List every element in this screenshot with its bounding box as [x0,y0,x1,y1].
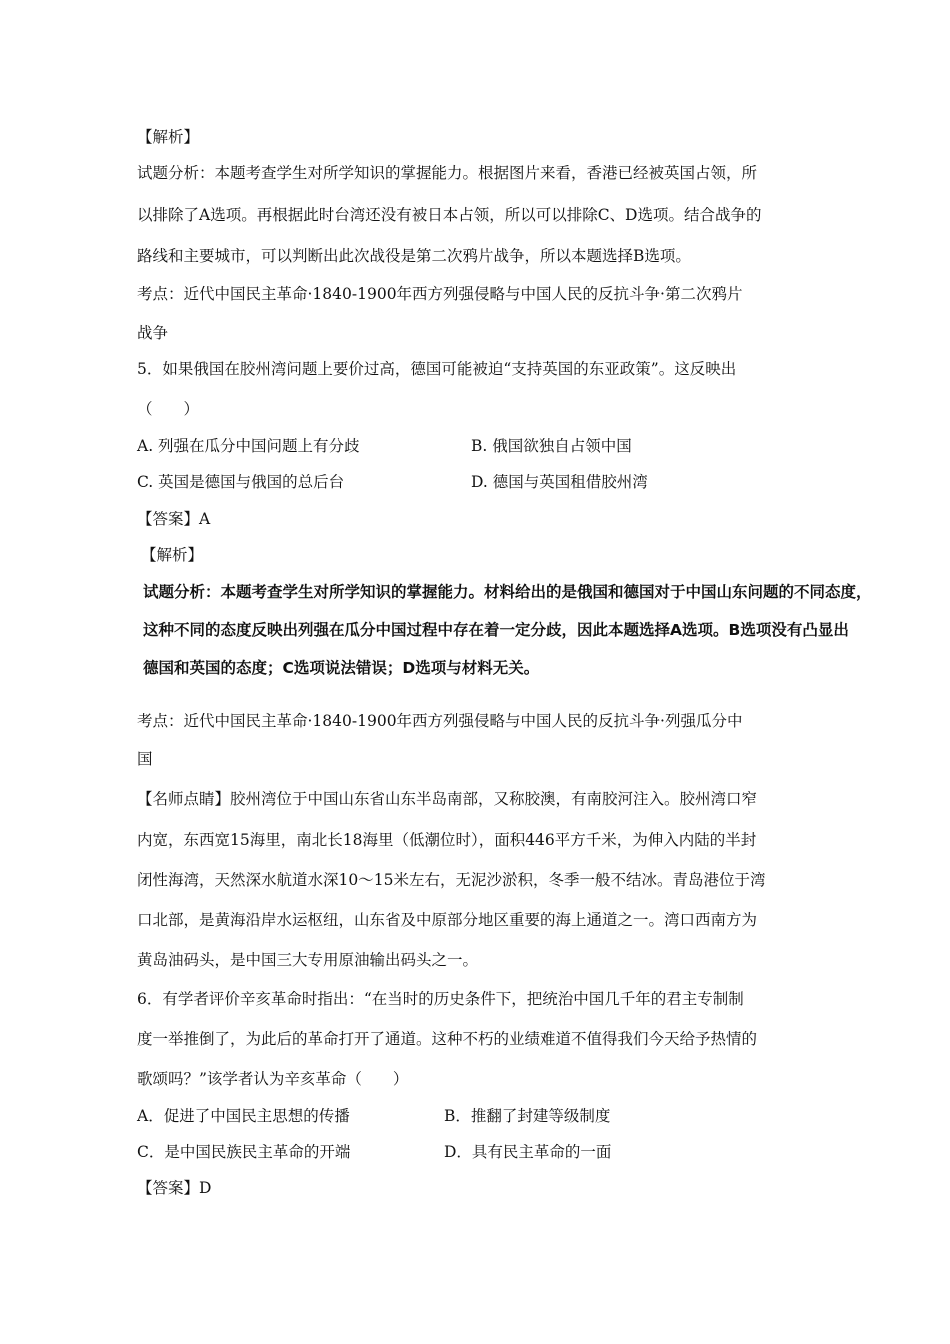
mingshi-line: 口北部，是黄海沿岸水运枢纽，山东省及中原部分地区重要的海上通道之一。湾口西南方为 [137,911,758,929]
option-d: D. 德国与英国租借胶州湾 [471,473,648,491]
option-d: D．具有民主革命的一面 [444,1143,612,1161]
analysis-heading: 【解析】 [141,546,204,564]
analysis-heading: 【解析】 [137,128,200,146]
question-stem: 歌颂吗？”该学者认为辛亥革命（ ） [137,1070,409,1088]
option-c: C. 英国是德国与俄国的总后台 [137,473,345,491]
answer: 【答案】D [137,1179,212,1197]
kaodian-line: 考点：近代中国民主革命·1840-1900年西方列强侵略与中国人民的反抗斗争·第二次鸦片 [137,285,743,303]
kaodian-line: 战争 [137,324,169,342]
analysis-line: 德国和英国的态度；C选项说法错误；D选项与材料无关。 [143,659,540,677]
option-b: B．推翻了封建等级制度 [444,1107,611,1125]
question-stem: 6．有学者评价辛亥革命时指出：“在当时的历史条件下，把统治中国几千年的君主专制制 [137,990,744,1008]
mingshi-line: 内宽，东西宽15海里，南北长18海里（低潮位时），面积446平方千米，为伸入内陆的半封 [137,831,757,849]
kaodian-line: 国 [137,750,153,768]
question-stem: （ ） [137,400,200,418]
question-stem: 5．如果俄国在胶州湾问题上要价过高，德国可能被迫“支持英国的东亚政策”。这反映出 [137,360,737,378]
mingshi-line: 黄岛油码头，是中国三大专用原油输出码头之一。 [137,951,479,969]
analysis-line: 这种不同的态度反映出列强在瓜分中国过程中存在着一定分歧，因此本题选择A选项。B选项没有凸显出 [143,621,849,639]
kaodian-line: 考点：近代中国民主革命·1840-1900年西方列强侵略与中国人民的反抗斗争·列强瓜分中 [137,712,743,730]
option-b: B. 俄国欲独自占领中国 [471,437,632,455]
option-a: A．促进了中国民主思想的传播 [137,1107,350,1125]
question-stem: 度一举推倒了，为此后的革命打开了通道。这种不朽的业绩难道不值得我们今天给予热情的 [137,1030,758,1048]
analysis-line: 试题分析：本题考查学生对所学知识的掌握能力。材料给出的是俄国和德国对于中国山东问题的不同态度， [143,583,872,601]
answer: 【答案】A [137,510,211,528]
mingshi-line: 【名师点睛】胶州湾位于中国山东省山东半岛南部，又称胶澳，有南胶河注入。胶州湾口窄 [137,790,758,808]
analysis-line: 以排除了A选项。再根据此时台湾还没有被日本占领，所以可以排除C、D选项。结合战争的 [137,206,762,224]
option-a: A. 列强在瓜分中国问题上有分歧 [137,437,360,455]
analysis-line: 试题分析：本题考查学生对所学知识的掌握能力。根据图片来看，香港已经被英国占领，所 [137,164,758,182]
analysis-line: 路线和主要城市，可以判断出此次战役是第二次鸦片战争，所以本题选择B选项。 [137,247,691,265]
option-c: C．是中国民族民主革命的开端 [137,1143,351,1161]
mingshi-line: 闭性海湾，天然深水航道水深10～15米左右，无泥沙淤积，冬季一般不结冰。青岛港位于湾 [137,871,766,889]
